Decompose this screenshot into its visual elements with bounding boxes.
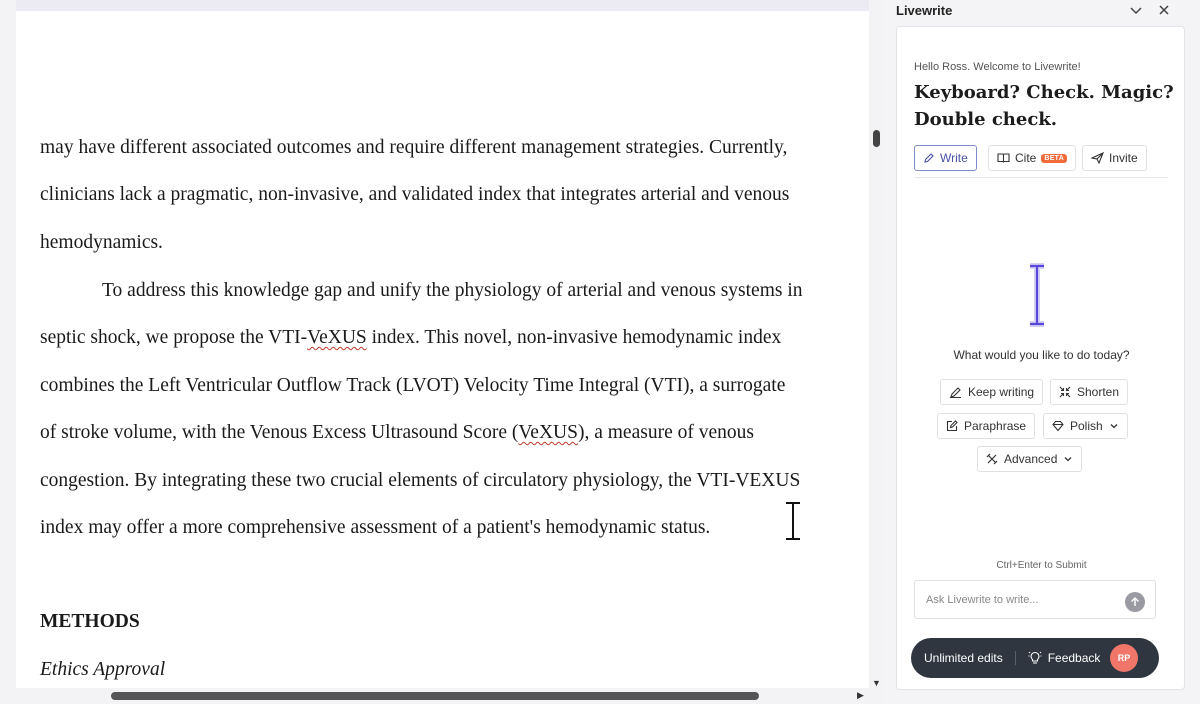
doc-line-6[interactable]: combines the Left Ventricular Outflow Track (LVOT) Velocity Time Integral (VTI), a surrogate: [40, 375, 786, 396]
document-page[interactable]: [16, 0, 869, 688]
panel-headline: Keyboard? Check. Magic? Double check.: [914, 82, 1174, 130]
footer-separator: [1015, 651, 1016, 665]
text-cursor-icon: [1026, 263, 1048, 327]
doc-left-margin: [0, 0, 16, 704]
doc-line-4[interactable]: To address this knowledge gap and unify the physiology of arterial and venous systems in: [102, 280, 803, 301]
doc-line-3[interactable]: hemodynamics.: [40, 232, 163, 253]
advanced-label: Advanced: [1004, 452, 1058, 466]
tab-write[interactable]: [914, 145, 977, 171]
tab-divider: [914, 177, 1168, 178]
gem-icon: [1052, 420, 1064, 432]
edit-icon: [946, 420, 958, 432]
scroll-down-arrow-icon[interactable]: ▼: [872, 678, 881, 688]
horizontal-scrollbar-thumb[interactable]: [111, 692, 759, 700]
send-icon: [1091, 152, 1104, 164]
vertical-scrollbar-track[interactable]: [869, 0, 884, 704]
spelling-flag-vexus-2[interactable]: VeXUS: [518, 422, 578, 443]
vertical-scrollbar-thumb[interactable]: [873, 130, 880, 147]
doc-line-8[interactable]: congestion. By integrating these two crucial elements of circulatory physiology, the VTI-VEXUS: [40, 470, 801, 491]
chevron-down-icon[interactable]: [1128, 2, 1144, 18]
tab-cite-label: Cite: [1015, 151, 1037, 165]
submit-shortcut-hint: Ctrl+Enter to Submit: [996, 560, 1087, 571]
tab-invite[interactable]: [1082, 145, 1147, 171]
prompt-question: What would you like to do today?: [953, 348, 1130, 362]
doc-line-9[interactable]: index may offer a more comprehensive assessment of a patient's hemodynamic status.: [40, 517, 711, 538]
arrow-up-icon: [1129, 596, 1141, 608]
shorten-button[interactable]: [1050, 379, 1128, 405]
feedback-label: Feedback: [1047, 651, 1101, 665]
book-icon: [997, 152, 1010, 164]
scroll-right-arrow-icon[interactable]: ▶: [857, 690, 864, 700]
doc-line-1[interactable]: may have different associated outcomes and require different management strategies. Currently,: [40, 137, 788, 158]
livewrite-panel: [896, 26, 1185, 690]
tools-icon: [986, 453, 998, 465]
subsection-heading-ethics[interactable]: Ethics Approval: [40, 659, 166, 680]
doc-line-7-post: ), a measure of venous: [577, 422, 754, 443]
submit-button[interactable]: [1125, 592, 1145, 612]
keep-writing-label: Keep writing: [968, 385, 1035, 399]
tab-invite-label: Invite: [1109, 151, 1138, 165]
doc-line-5[interactable]: [40, 327, 781, 349]
paraphrase-button[interactable]: [937, 413, 1035, 439]
lightbulb-icon: [1028, 651, 1042, 665]
shrink-icon: [1059, 386, 1071, 398]
pencil-icon: [923, 152, 935, 164]
doc-line-2[interactable]: clinicians lack a pragmatic, non-invasive, and validated index that integrates arterial and venous: [40, 184, 790, 205]
polish-dropdown[interactable]: [1043, 413, 1128, 439]
doc-line-7[interactable]: [40, 422, 754, 444]
doc-line-5-post: index. This novel, non-invasive hemodynamic index: [366, 327, 782, 348]
advanced-dropdown[interactable]: [977, 446, 1082, 472]
avatar[interactable]: RP: [1110, 644, 1138, 672]
ask-livewrite-input[interactable]: Ask Livewrite to write...: [914, 580, 1156, 619]
livewrite-sidebar: [884, 0, 1200, 704]
tab-cite[interactable]: [988, 145, 1076, 171]
shorten-label: Shorten: [1077, 385, 1120, 399]
pen-writing-icon: [949, 386, 962, 398]
beta-badge: BETA: [1041, 154, 1067, 163]
doc-line-7-pre: of stroke volume, with the Venous Excess Ultrasound Score (: [40, 422, 519, 443]
close-icon[interactable]: [1156, 2, 1172, 18]
sidebar-title: Livewrite: [896, 3, 953, 18]
chevron-down-icon: [1063, 454, 1073, 464]
keep-writing-button[interactable]: [940, 379, 1043, 405]
spelling-flag-vexus[interactable]: VeXUS: [307, 327, 367, 348]
paraphrase-label: Paraphrase: [964, 419, 1027, 433]
unlimited-edits-link[interactable]: Unlimited edits: [924, 651, 1003, 665]
chevron-down-icon: [1109, 421, 1119, 431]
doc-line-5-pre: septic shock, we propose the VTI-: [40, 327, 308, 348]
section-heading-methods[interactable]: METHODS: [40, 611, 140, 632]
tab-write-label: Write: [940, 151, 968, 165]
feedback-button[interactable]: [1028, 651, 1101, 665]
text-cursor-icon: [783, 501, 803, 541]
greeting-text: Hello Ross. Welcome to Livewrite!: [914, 61, 1081, 73]
polish-label: Polish: [1070, 419, 1103, 433]
